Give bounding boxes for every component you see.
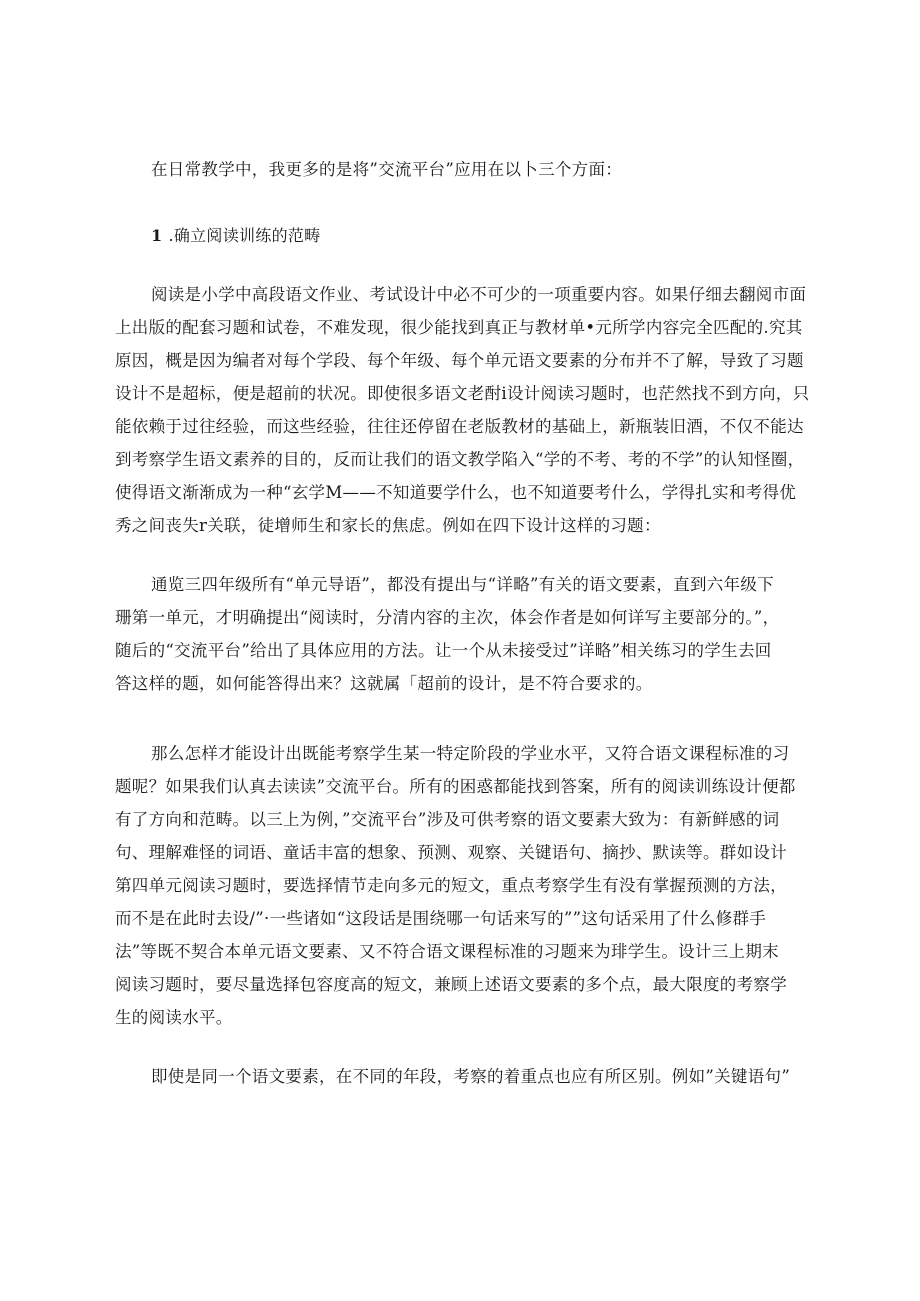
para1-line: 设计不是超标，便是超前的状况。即使很多语文老酎i设计阅读习题时，也茫然找不到方向，只 xyxy=(115,384,810,403)
intro-line: 在日常教学中，我更多的是将”交流平台”应用在以卜三个方面： xyxy=(151,160,623,179)
para2-line: 答这样的题，如何能答得出来？这就属「超前的设计，是不符合要求的。 xyxy=(115,674,653,693)
para3-line: 阅读习题时，要尽量选择包容度高的短文，兼顾上述语文要素的多个点，最大限度的考察学 xyxy=(115,975,787,994)
para1-line: 秀之间丧失r关联，徒增师生和家长的焦虑。例如在四下设计这样的习题： xyxy=(115,516,661,535)
para3-line: 那么怎样才能设计出既能考察学生某一特定阶段的学业水平，又符合语文课程标准的习 xyxy=(151,744,790,763)
para3-line: 第四单元阅读习题时，要选择情节走向多元的短文，重点考察学生有没有掌握预测的方法， xyxy=(115,876,787,895)
para4-line: 即使是同一个语文要素，在不同的年段，考察的着重点也应有所区别。例如”关键语句” xyxy=(151,1067,791,1086)
para3-line: 题呢？如果我们认真去读读”交流平台。所有的困惑都能找到答案，所有的阅读训练设计便都 xyxy=(115,777,796,796)
para1-line: 阅读是小学中高段语文作业、考试设计中必不可少的一项重要内容。如果仔细去翻阅市面 xyxy=(151,285,807,304)
para1-line: 使得语文渐渐成为一种“玄学M——不知道要学什么，也不知道要考什么，学得扎实和考得优 xyxy=(115,483,797,502)
para2-line: 珊第一单元，才明确提出“阅读时，分清内容的主次，体会作者是如何详写主要部分的。”， xyxy=(115,608,780,627)
para3-line: 法”等既不契合本单元语文要素、又不符合语文课程标准的习题来为琲学生。设计三上期末 xyxy=(115,942,779,961)
para1-line: 原因，概是因为编者对每个学段、每个年级、每个单元语文要素的分布并不了解，导致了习题 xyxy=(115,351,804,370)
para3-line: 句、理解难怪的词语、童话丰富的想象、预测、观察、关键语句、摘抄、默读等。群如设计 xyxy=(115,843,787,862)
para1-line: 上出版的配套习题和试卷，不难发现，很少能找到真正与教材单•元所学内容完全匹配的.究其 xyxy=(115,318,803,337)
para1-line: 到考察学生语文素养的目的，反而让我们的语文教学陷入“学的不考、考的不学”的认知怪圈， xyxy=(115,450,805,469)
para2-line: 随后的“交流平台”给出了具体应用的方法。让一个从未接受过”详略”相关练习的学生去回 xyxy=(115,641,772,660)
para3-line: 而不是在此时去设/”·一些诸如“这段话是围绕哪一句话来写的””这句话采用了什么修群手 xyxy=(115,909,767,928)
section-heading xyxy=(151,226,321,246)
section-title: .确立阅读训练的范畴 xyxy=(168,226,321,245)
para2-line: 通览三四年级所有“单元导语”，都没有提出与“详略”有关的语文要素，直到六年级下 xyxy=(151,575,774,594)
section-number: 1 xyxy=(151,226,163,245)
para1-line: 能依赖于过往经验，而这些经验，往往还停留在老版教材的基础上，新瓶装旧酒，不仅不能达 xyxy=(115,417,804,436)
para3-line: 生的阅读水平。 xyxy=(115,1008,233,1027)
para3-line: 有了方向和范畴。以三上为例，”交流平台”涉及可供考察的语文要素大致为：有新鲜感的词 xyxy=(115,810,780,829)
